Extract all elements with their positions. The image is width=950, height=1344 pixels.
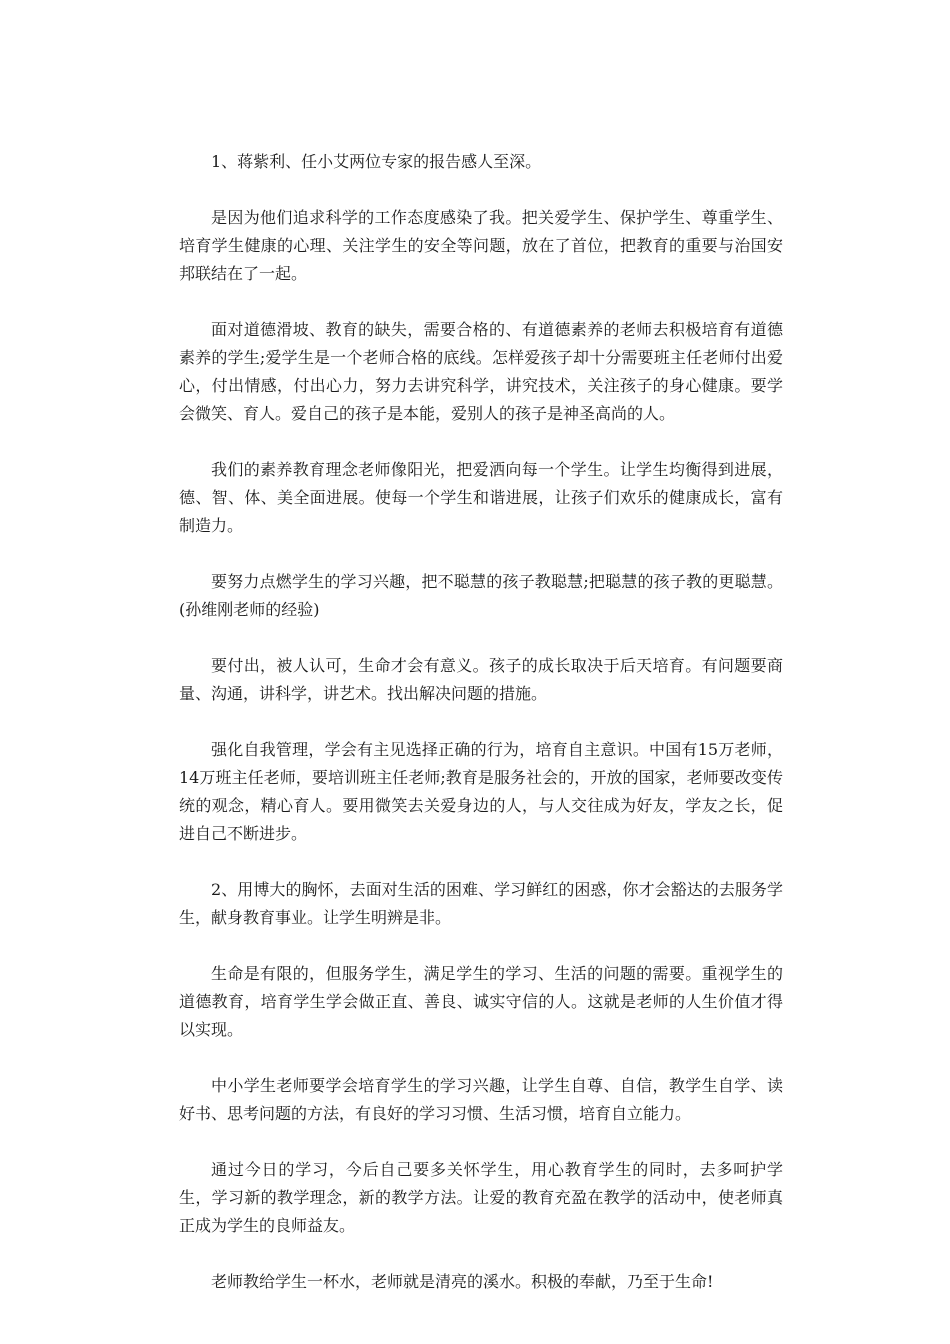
paragraph: 要努力点燃学生的学习兴趣，把不聪慧的孩子教聪慧;把聪慧的孩子教的更聪慧。(孙维刚老师的经验)	[179, 572, 783, 619]
paragraph: 1、蒋紫利、任小艾两位专家的报告感人至深。	[211, 152, 542, 171]
paragraph: 强化自我管理，学会有主见选择正确的行为，培育自主意识。中国有15万老师，14万班主任老师，要培训班主任老师;教育是服务社会的，开放的国家，老师要改变传统的观念，精心育人。要用微笑去关爱身边的人，与人交往成为好友，学友之长，促进自己不断进步。	[179, 740, 783, 843]
paragraph: 通过今日的学习，今后自己要多关怀学生，用心教育学生的同时，去多呵护学生，学习新的教学理念，新的教学方法。让爱的教育充盈在教学的活动中，使老师真正成为学生的良师益友。	[179, 1160, 783, 1235]
paragraph: 要付出，被人认可，生命才会有意义。孩子的成长取决于后天培育。有问题要商量、沟通，讲科学，讲艺术。找出解决问题的措施。	[179, 656, 783, 703]
paragraph: 老师教给学生一杯水，老师就是清亮的溪水。积极的奉献，乃至于生命!	[211, 1272, 714, 1291]
paragraph: 生命是有限的，但服务学生，满足学生的学习、生活的问题的需要。重视学生的道德教育，培育学生学会做正直、善良、诚实守信的人。这就是老师的人生价值才得以实现。	[179, 964, 783, 1039]
paragraph: 我们的素养教育理念老师像阳光，把爱洒向每一个学生。让学生均衡得到进展，德、智、体、美全面进展。使每一个学生和谐进展，让孩子们欢乐的健康成长，富有制造力。	[179, 460, 783, 535]
paragraph: 面对道德滑坡、教育的缺失，需要合格的、有道德素养的老师去积极培育有道德素养的学生;爱学生是一个老师合格的底线。怎样爱孩子却十分需要班主任老师付出爱心，付出情感，付出心力，努力去讲究科学，讲究技术，关注孩子的身心健康。要学会微笑、育人。爱自己的孩子是本能，爱别人的孩子是神圣高尚的人。	[179, 320, 783, 423]
paragraph: 中小学生老师要学会培育学生的学习兴趣，让学生自尊、自信，教学生自学、读好书、思考问题的方法，有良好的学习习惯、生活习惯，培育自立能力。	[179, 1076, 783, 1123]
paragraph: 2、用博大的胸怀，去面对生活的困难、学习鲜红的困惑，你才会豁达的去服务学生，献身教育事业。让学生明辨是非。	[179, 880, 783, 927]
paragraph: 是因为他们追求科学的工作态度感染了我。把关爱学生、保护学生、尊重学生、培育学生健康的心理、关注学生的安全等问题，放在了首位，把教育的重要与治国安邦联结在了一起。	[179, 208, 783, 283]
document-body	[179, 148, 783, 1324]
